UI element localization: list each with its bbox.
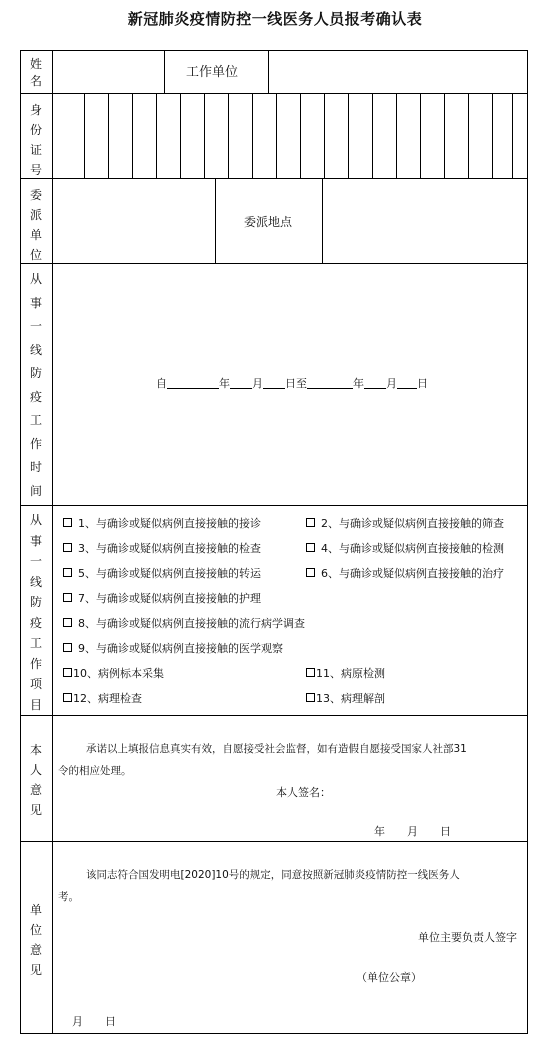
checkbox-9[interactable] [63, 643, 72, 652]
personal-commitment-line1: 承诺以上填报信息真实有效，自愿接受社会监督，如有造假自愿接受国家人社部31 [86, 743, 467, 755]
unit-opinion-label [20, 900, 52, 980]
personal-opinion-label [20, 740, 52, 820]
id-number-label [20, 100, 52, 180]
item-8[interactable]: 8、与确诊或疑似病例直接接触的流行病学调查 [63, 618, 305, 629]
personal-signature-label: 本人签名： [276, 786, 331, 799]
item-2[interactable]: 2、与确诊或疑似病例直接接触的筛查 [306, 518, 504, 529]
end-month-blank[interactable] [364, 388, 386, 389]
checkbox-2[interactable] [306, 518, 315, 527]
id-number-label-text: 身份证号 [29, 103, 42, 177]
item-7[interactable]: 7、与确诊或疑似病例直接接触的护理 [63, 593, 261, 604]
name-label-text: 姓名 [29, 57, 42, 88]
checkbox-11[interactable] [306, 668, 315, 677]
start-month-blank[interactable] [230, 388, 252, 389]
personal-date: 年 月 日 [374, 825, 451, 838]
work-unit-label: 工作单位 [186, 65, 239, 80]
item-5[interactable]: 5、与确诊或疑似病例直接接触的转运 [63, 568, 261, 579]
work-time-range: 自 年 月 日至 年 月 日 [156, 377, 428, 390]
unit-seal-label: （单位公章） [356, 971, 422, 984]
checkbox-10[interactable] [63, 668, 72, 677]
checkbox-3[interactable] [63, 543, 72, 552]
checkbox-7[interactable] [63, 593, 72, 602]
personal-commitment-line2: 令的相应处理。 [58, 765, 132, 777]
checkbox-1[interactable] [63, 518, 72, 527]
item-13[interactable]: 13、病理解剖 [306, 693, 385, 704]
work-unit-input-cell[interactable] [269, 51, 527, 93]
assign-place-label: 委派地点 [244, 215, 293, 229]
confirmation-form-table [20, 50, 528, 1034]
work-time-label [20, 268, 52, 503]
checkbox-6[interactable] [306, 568, 315, 577]
item-11[interactable]: 11、病原检测 [306, 668, 385, 679]
checkbox-4[interactable] [306, 543, 315, 552]
unit-approval-line2: 考。 [58, 891, 79, 903]
assign-unit-label-text: 委派单位 [29, 188, 42, 262]
item-10[interactable]: 10、病例标本采集 [63, 668, 164, 679]
item-1[interactable]: 1、与确诊或疑似病例直接接触的接诊 [63, 518, 261, 529]
item-9[interactable]: 9、与确诊或疑似病例直接接触的医学观察 [63, 643, 283, 654]
assign-unit-label [20, 185, 52, 265]
item-6[interactable]: 6、与确诊或疑似病例直接接触的治疗 [306, 568, 504, 579]
personal-opinion-label-text: 本人意见 [29, 743, 42, 817]
name-label [20, 56, 52, 90]
assign-unit-input-cell[interactable] [53, 179, 215, 263]
id-number-input-cells[interactable] [53, 94, 527, 178]
item-12[interactable]: 12、病理检查 [63, 693, 142, 704]
form-title: 新冠肺炎疫情防控一线医务人员报考确认表 [127, 10, 423, 28]
checkbox-8[interactable] [63, 618, 72, 627]
end-day-blank[interactable] [397, 388, 417, 389]
item-3[interactable]: 3、与确诊或疑似病例直接接触的检查 [63, 543, 261, 554]
checkbox-12[interactable] [63, 693, 72, 702]
unit-date: 月 日 [72, 1015, 116, 1028]
unit-head-signature-label: 单位主要负责人签字 [418, 931, 517, 944]
unit-approval-line1: 该同志符合国发明电[2020]10号的规定，同意按照新冠肺炎疫情防控一线医务人 [86, 869, 460, 881]
work-time-label-text: 从事一线防疫工作时间 [29, 272, 42, 498]
work-items-label [20, 510, 52, 715]
end-year-blank[interactable] [307, 388, 353, 389]
work-items-label-text: 从事一线防疫工作项目 [29, 513, 42, 712]
checkbox-13[interactable] [306, 693, 315, 702]
item-4[interactable]: 4、与确诊或疑似病例直接接触的检测 [306, 543, 504, 554]
checkbox-5[interactable] [63, 568, 72, 577]
assign-place-input-cell[interactable] [323, 179, 527, 263]
start-day-blank[interactable] [263, 388, 285, 389]
name-input-cell[interactable] [53, 51, 164, 93]
start-year-blank[interactable] [167, 388, 219, 389]
personal-signature-field[interactable] [338, 782, 508, 802]
unit-opinion-label-text: 单位意见 [29, 903, 42, 977]
